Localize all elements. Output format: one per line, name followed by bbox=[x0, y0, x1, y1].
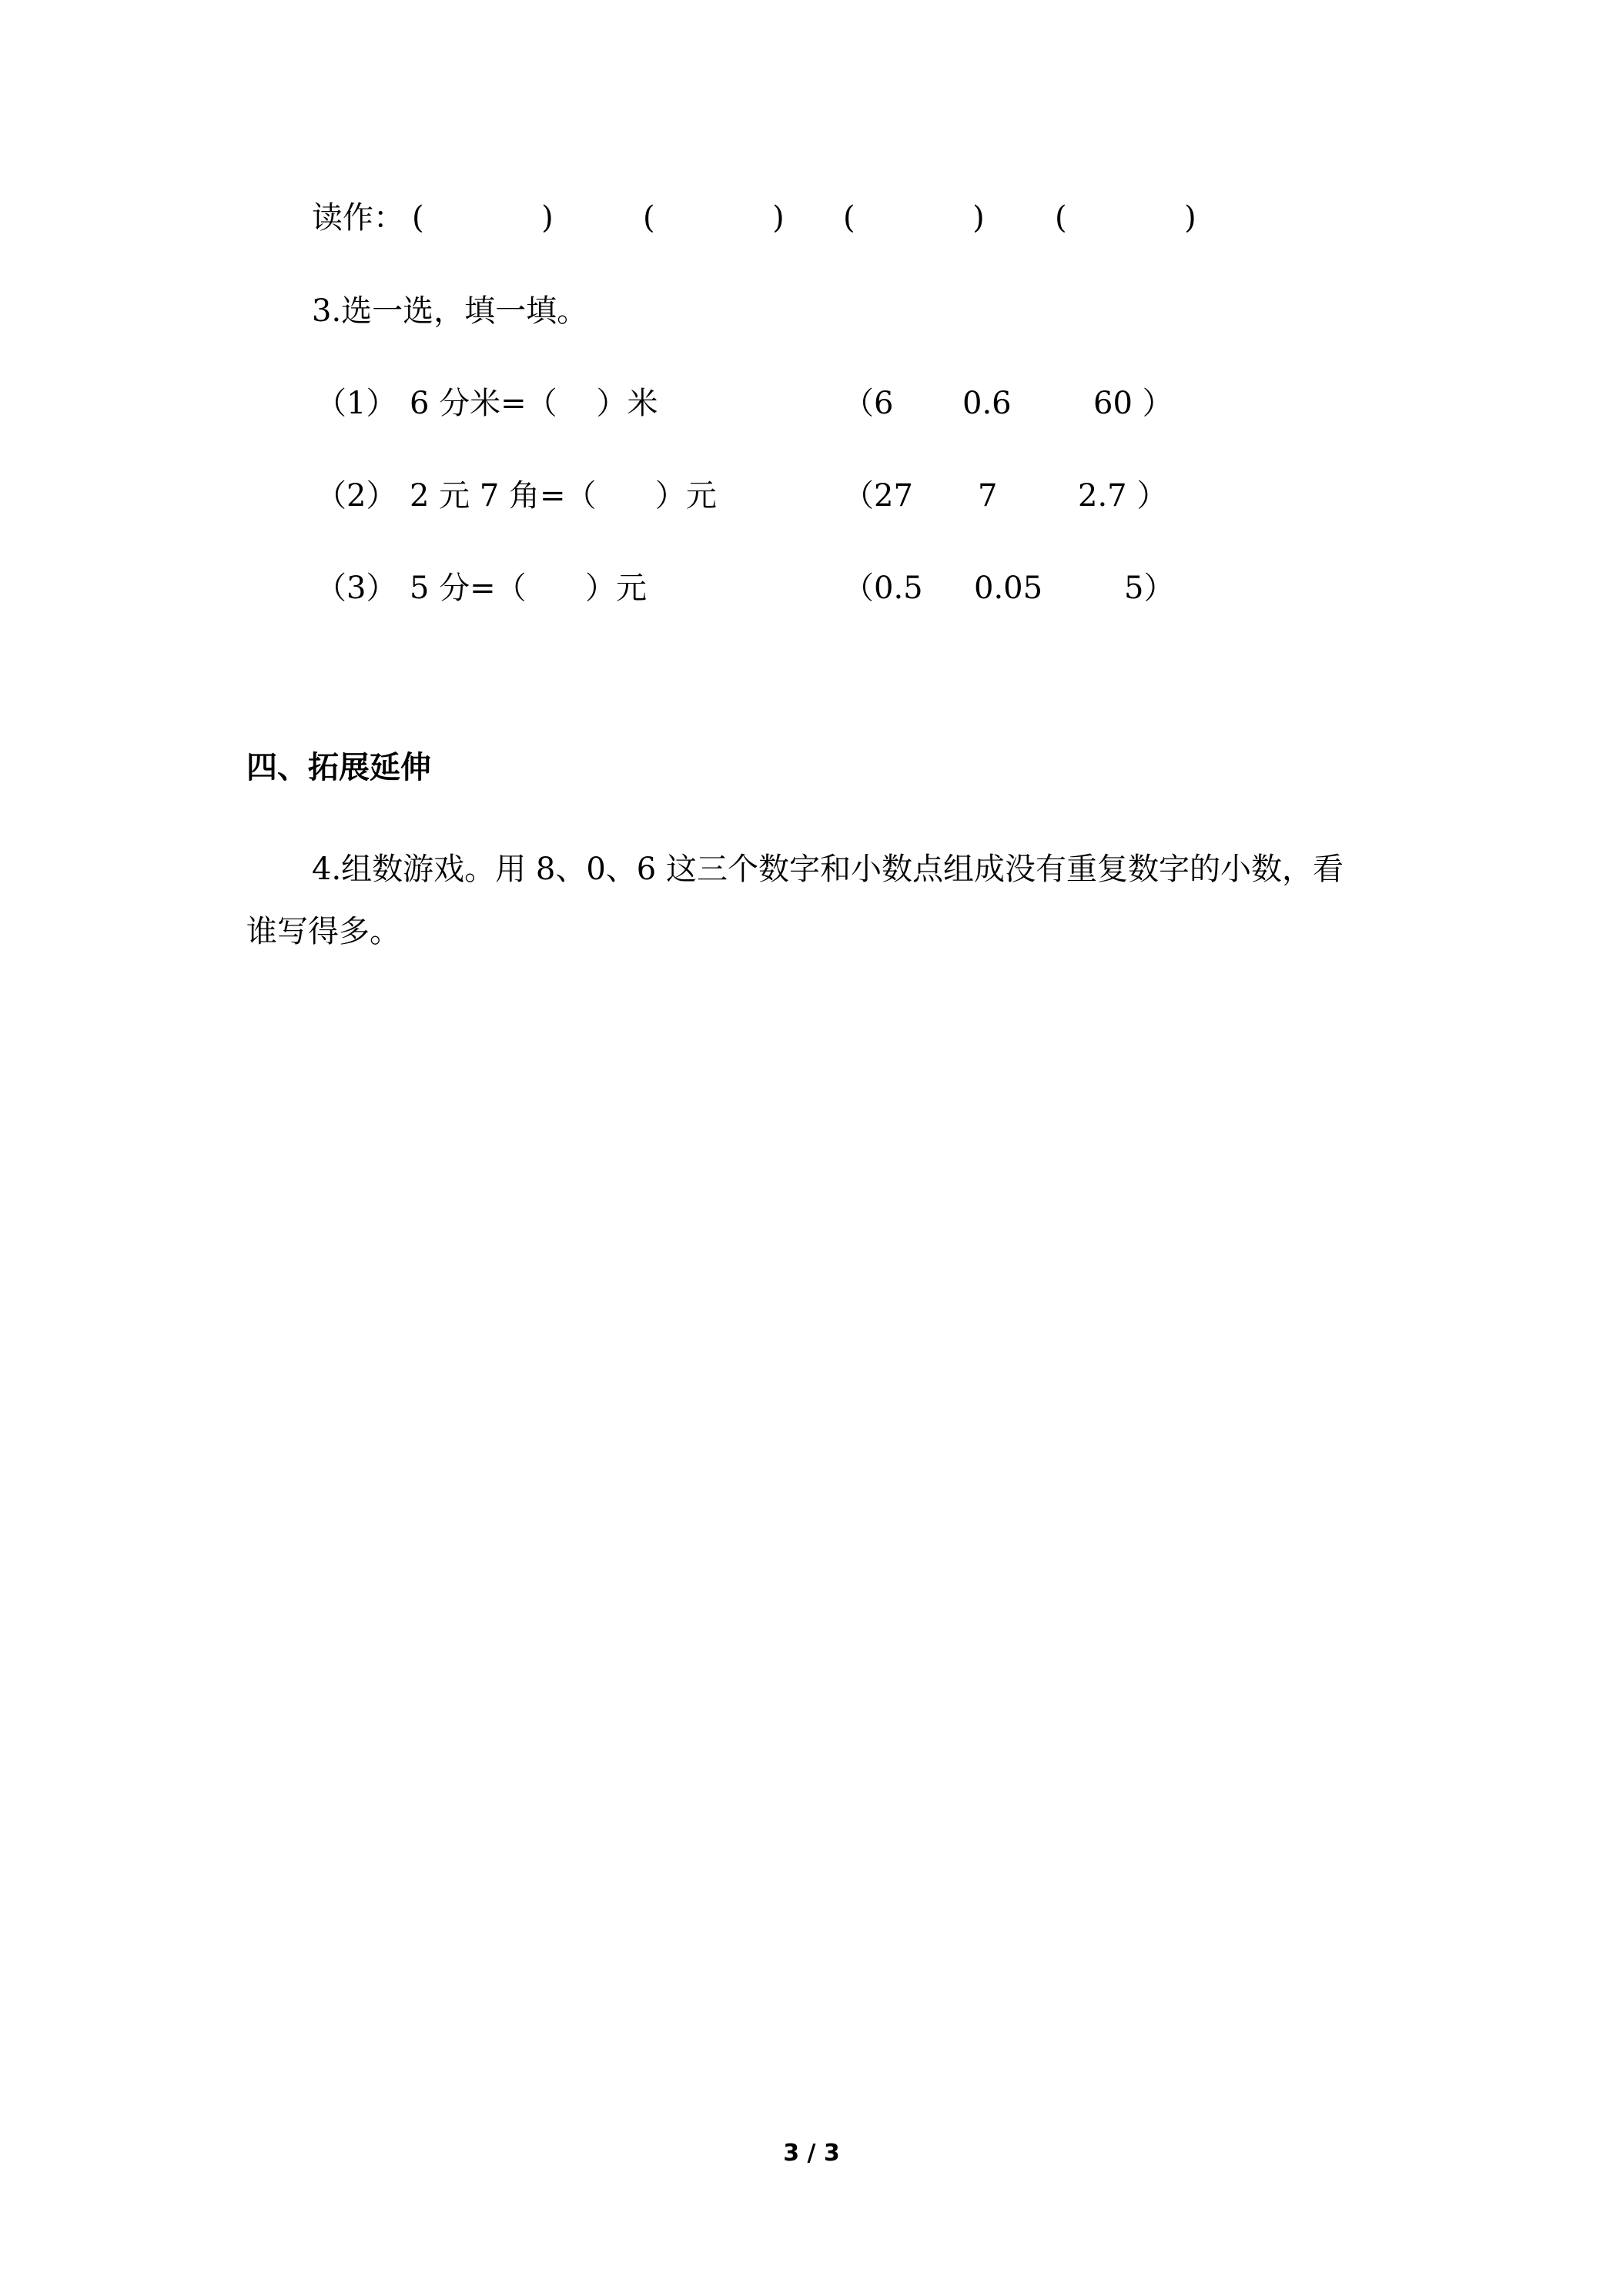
item-option: （0.5 bbox=[843, 571, 923, 606]
question-3-title: 3.选一选，填一填。 bbox=[312, 293, 588, 329]
item-option: 7 bbox=[978, 478, 998, 514]
reading-blank-4: ( ) bbox=[1055, 200, 1196, 236]
item-number: （2） bbox=[316, 478, 397, 514]
item-number: （3） bbox=[316, 571, 397, 606]
reading-blank-3: ( ) bbox=[843, 200, 985, 236]
reading-label: 读作： bbox=[312, 200, 404, 236]
item-option: 5） bbox=[1124, 571, 1175, 606]
item-expression: 2 元 7 角=（ ）元 bbox=[410, 478, 717, 514]
reading-blank-2: ( ) bbox=[643, 200, 785, 236]
item-option: （6 bbox=[843, 386, 894, 421]
item-option: （27 bbox=[843, 478, 913, 514]
reading-blank-1: ( ) bbox=[412, 200, 554, 236]
item-option: 2.7 ） bbox=[1078, 478, 1168, 514]
item-option: 0.05 bbox=[974, 571, 1043, 606]
item-number: （1） bbox=[316, 386, 397, 421]
item-expression: 6 分米=（ ）米 bbox=[410, 386, 658, 421]
item-expression: 5 分=（ ）元 bbox=[410, 571, 647, 606]
question-4-text-line-1: 4.组数游戏。用 8、0、6 这三个数字和小数点组成没有重复数字的小数，看 bbox=[312, 852, 1344, 887]
section-4-heading: 四、拓展延伸 bbox=[246, 750, 431, 785]
question-4-text-line-2: 谁写得多。 bbox=[246, 914, 400, 949]
item-option: 0.6 bbox=[962, 386, 1012, 421]
page-number: 3 / 3 bbox=[783, 2140, 840, 2167]
item-option: 60 ） bbox=[1093, 386, 1173, 421]
